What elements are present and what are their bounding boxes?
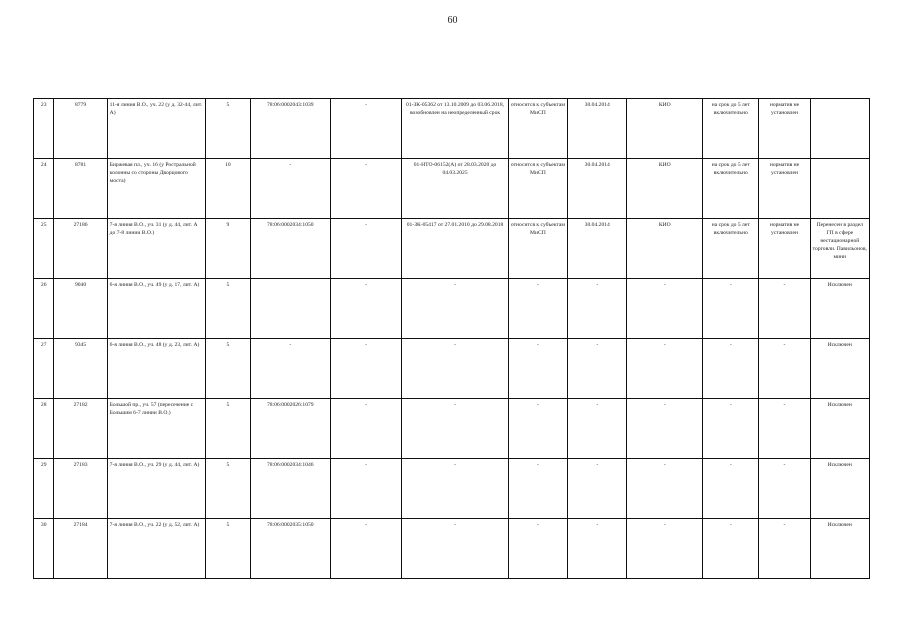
marker-cell: - bbox=[330, 399, 402, 459]
table-row bbox=[34, 159, 870, 219]
norm-cell: - bbox=[759, 459, 810, 519]
address-cell: 6-я линия В.О., уч. 49 (у д. 17, лит. А) bbox=[107, 279, 205, 339]
priority-cell: - bbox=[508, 459, 567, 519]
date-cell: - bbox=[568, 399, 627, 459]
priority-cell: - bbox=[508, 279, 567, 339]
document-cell: - bbox=[402, 399, 508, 459]
note-cell: Исключен bbox=[810, 459, 869, 519]
area-cell: 5 bbox=[205, 459, 250, 519]
document-cell: - bbox=[402, 519, 508, 579]
document-cell: - bbox=[402, 459, 508, 519]
cadastral-number-cell: 78:06:0002043:1039 bbox=[250, 99, 330, 159]
priority-cell: - bbox=[508, 519, 567, 579]
organization-cell: КИО bbox=[627, 159, 703, 219]
organization-cell: КИО bbox=[627, 99, 703, 159]
document-cell: - bbox=[402, 339, 508, 399]
date-cell: - bbox=[568, 519, 627, 579]
table-row bbox=[34, 459, 870, 519]
term-cell: на срок до 5 лет включительно bbox=[703, 219, 759, 279]
address-cell: Большой пр., уч. 57 (пересечение с Большим 6-7 линии В.О.) bbox=[107, 399, 205, 459]
place-id-cell: 27184 bbox=[54, 519, 107, 579]
norm-cell: - bbox=[759, 399, 810, 459]
cadastral-number-cell: 78:06:0002034:1050 bbox=[250, 219, 330, 279]
place-id-cell: 9345 bbox=[54, 339, 107, 399]
marker-cell: - bbox=[330, 519, 402, 579]
table-row bbox=[34, 279, 870, 339]
marker-cell: - bbox=[330, 339, 402, 399]
table-row bbox=[34, 339, 870, 399]
area-cell: 10 bbox=[205, 159, 250, 219]
priority-cell: относится к субъектам МиСП bbox=[508, 219, 567, 279]
place-id-cell: 9040 bbox=[54, 279, 107, 339]
registry-body bbox=[34, 99, 870, 579]
term-cell: на срок до 5 лет включительно bbox=[703, 99, 759, 159]
place-id-cell: 27186 bbox=[54, 219, 107, 279]
table-row bbox=[34, 519, 870, 579]
registry-table bbox=[33, 98, 870, 579]
cadastral-number-cell: 78:06:0002026:1079 bbox=[250, 399, 330, 459]
date-cell: - bbox=[568, 459, 627, 519]
note-cell bbox=[810, 159, 869, 219]
address-cell: 11-я линия В.О., уч. 22 (у д. 32-44, лит. А) bbox=[107, 99, 205, 159]
cadastral-number-cell: - bbox=[250, 159, 330, 219]
place-id-cell: 8779 bbox=[54, 99, 107, 159]
organization-cell: - bbox=[627, 339, 703, 399]
norm-cell: - bbox=[759, 519, 810, 579]
date-cell: 30.04.2014 bbox=[568, 219, 627, 279]
note-cell: Исключен bbox=[810, 279, 869, 339]
address-cell: 6-я линия В.О., уч. 48 (у д. 23, лит. А) bbox=[107, 339, 205, 399]
document-cell: 01-НТО-06152(А) от 28.03.2020 до 04.03.2025 bbox=[402, 159, 508, 219]
organization-cell: - bbox=[627, 459, 703, 519]
organization-cell: - bbox=[627, 519, 703, 579]
page-number: 60 bbox=[447, 15, 458, 26]
document-cell: 01-ЗК-05362 от 13.10.2009 до 03.06.2018, возобновлен на неопределенный срок bbox=[402, 99, 508, 159]
organization-cell: - bbox=[627, 399, 703, 459]
document-cell: 01-ЗК-05417 от 27.01.2010 до 29.08.2018 bbox=[402, 219, 508, 279]
date-cell: 30.04.2014 bbox=[568, 99, 627, 159]
norm-cell: - bbox=[759, 339, 810, 399]
norm-cell: норматив не установлен bbox=[759, 219, 810, 279]
area-cell: 5 bbox=[205, 399, 250, 459]
note-cell bbox=[810, 99, 869, 159]
row-number-cell: 25 bbox=[34, 219, 54, 279]
place-id-cell: 27182 bbox=[54, 399, 107, 459]
marker-cell: - bbox=[330, 459, 402, 519]
address-cell: 7-я линия В.О., уч. 29 (у д. 44, лит. А) bbox=[107, 459, 205, 519]
row-number-cell: 28 bbox=[34, 399, 54, 459]
address-cell: 7-я линия В.О., уч. 31 (у д. 44, лит. А до 7-8 линии В.О.) bbox=[107, 219, 205, 279]
term-cell: - bbox=[703, 279, 759, 339]
term-cell: - bbox=[703, 519, 759, 579]
area-cell: 5 bbox=[205, 99, 250, 159]
note-cell: Исключен bbox=[810, 339, 869, 399]
note-cell: Исключен bbox=[810, 519, 869, 579]
marker-cell: - bbox=[330, 279, 402, 339]
priority-cell: - bbox=[508, 399, 567, 459]
priority-cell: - bbox=[508, 339, 567, 399]
priority-cell: относится к субъектам МиСП bbox=[508, 99, 567, 159]
address-cell: 7-я линия В.О., уч. 22 (у д. 52, лит. А) bbox=[107, 519, 205, 579]
marker-cell: - bbox=[330, 99, 402, 159]
area-cell: 9 bbox=[205, 219, 250, 279]
row-number-cell: 26 bbox=[34, 279, 54, 339]
row-number-cell: 23 bbox=[34, 99, 54, 159]
marker-cell: - bbox=[330, 219, 402, 279]
priority-cell: относится к субъектам МиСП bbox=[508, 159, 567, 219]
place-id-cell: 27183 bbox=[54, 459, 107, 519]
area-cell: 5 bbox=[205, 519, 250, 579]
cadastral-number-cell bbox=[250, 279, 330, 339]
term-cell: - bbox=[703, 339, 759, 399]
term-cell: - bbox=[703, 459, 759, 519]
organization-cell: - bbox=[627, 279, 703, 339]
row-number-cell: 30 bbox=[34, 519, 54, 579]
date-cell: - bbox=[568, 339, 627, 399]
cadastral-number-cell: 78:06:0002035:1050 bbox=[250, 519, 330, 579]
note-cell: Исключен bbox=[810, 399, 869, 459]
area-cell: 5 bbox=[205, 339, 250, 399]
place-id-cell: 8781 bbox=[54, 159, 107, 219]
norm-cell: норматив не установлен bbox=[759, 159, 810, 219]
cadastral-number-cell: - bbox=[250, 339, 330, 399]
date-cell: - bbox=[568, 279, 627, 339]
term-cell: на срок до 5 лет включительно bbox=[703, 159, 759, 219]
cadastral-number-cell: 78:06:0002034:1046 bbox=[250, 459, 330, 519]
organization-cell: КИО bbox=[627, 219, 703, 279]
address-cell: Биржевая пл., уч. 16 (у Ростральной колонны со стороны Дворцового моста) bbox=[107, 159, 205, 219]
area-cell: 5 bbox=[205, 279, 250, 339]
term-cell: - bbox=[703, 399, 759, 459]
document-cell: - bbox=[402, 279, 508, 339]
table-row bbox=[34, 219, 870, 279]
note-cell: Перенесен в раздел ГП в сфере нестационарной торговли. Павильонов, мини bbox=[810, 219, 869, 279]
marker-cell: - bbox=[330, 159, 402, 219]
row-number-cell: 29 bbox=[34, 459, 54, 519]
table-row bbox=[34, 99, 870, 159]
norm-cell: норматив не установлен bbox=[759, 99, 810, 159]
norm-cell: - bbox=[759, 279, 810, 339]
row-number-cell: 24 bbox=[34, 159, 54, 219]
date-cell: 30.04.2014 bbox=[568, 159, 627, 219]
table-row bbox=[34, 399, 870, 459]
row-number-cell: 27 bbox=[34, 339, 54, 399]
